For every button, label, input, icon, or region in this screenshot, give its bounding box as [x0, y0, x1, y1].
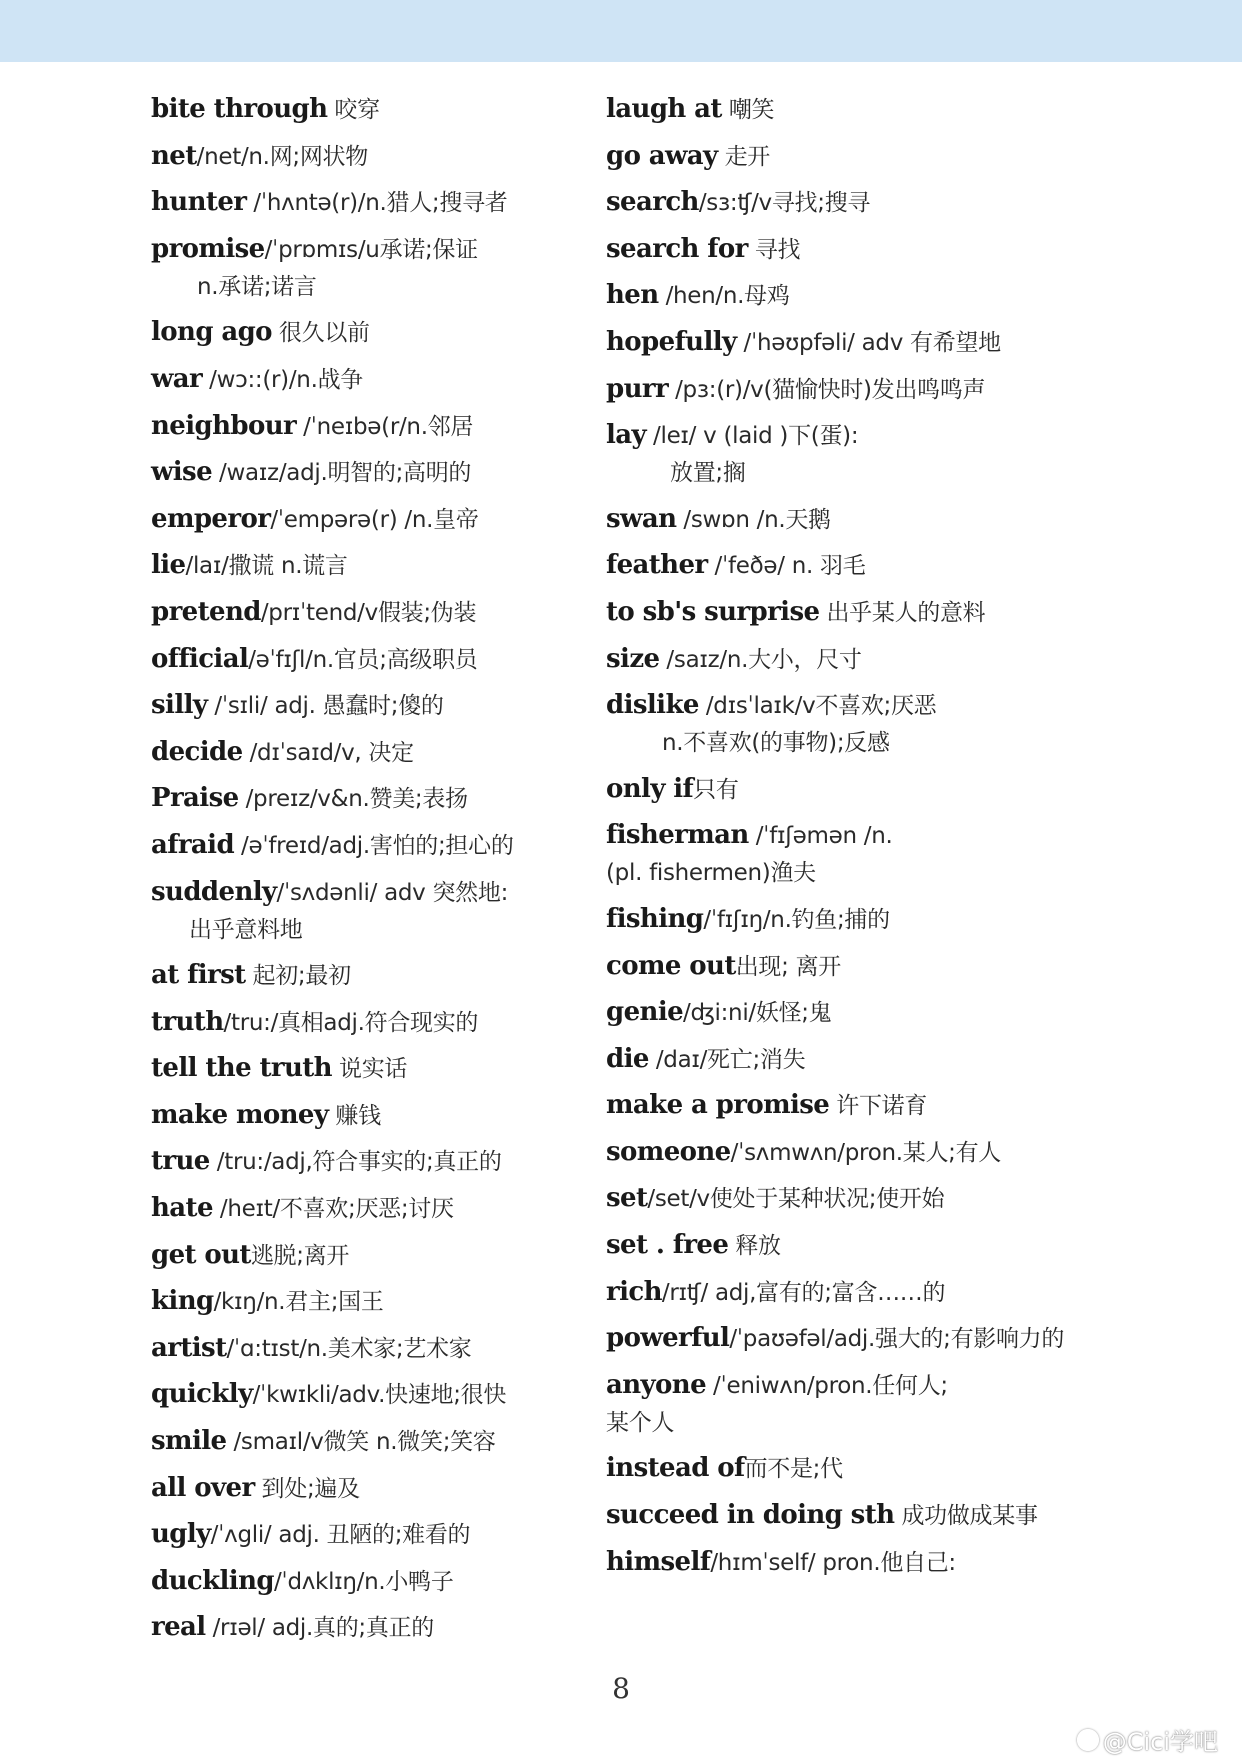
vocab-term: purr — [606, 373, 669, 404]
vocab-entry — [606, 374, 1106, 406]
vocab-definition-continued: n.承诺;诺言 — [197, 273, 317, 300]
vocab-definition: /set/v使处于某种状况;使开始 — [647, 1186, 945, 1213]
vocab-entry — [606, 420, 1106, 489]
vocab-entry — [606, 1453, 1106, 1485]
vocab-term: die — [606, 1043, 649, 1074]
vocab-term: wise — [151, 457, 213, 488]
vocab-entry — [151, 690, 591, 722]
vocab-column-right — [606, 94, 1106, 1593]
vocab-term: go away — [606, 140, 718, 171]
vocab-term: smile — [151, 1426, 227, 1457]
vocab-definition: /hɪmˈself/ pron.他自己: — [710, 1549, 956, 1576]
vocab-entry — [151, 550, 591, 582]
vocab-definition: /əˈfreɪd/adj.害怕的;担心的 — [234, 832, 514, 859]
vocab-definition: /ˈɑ:tɪst/n.美术家;艺术家 — [226, 1335, 472, 1362]
vocab-term: war — [151, 363, 203, 394]
vocab-entry — [606, 1183, 1106, 1215]
vocab-entry — [606, 327, 1106, 359]
vocab-term: himself — [606, 1546, 711, 1577]
vocab-definition: /ˈfɪʃəmən /n. — [748, 823, 893, 850]
vocab-definition: /ˈpaʊəfəl/adj.强大的;有影响力的 — [729, 1326, 1065, 1353]
vocab-entry — [606, 550, 1106, 582]
vocab-term: rich — [606, 1276, 662, 1307]
vocab-term: fishing — [606, 903, 704, 934]
vocab-entry — [151, 1519, 591, 1551]
vocab-definition: 释放 — [728, 1233, 781, 1260]
vocab-entry — [151, 141, 591, 173]
vocab-term: lay — [606, 420, 647, 451]
vocab-entry — [606, 504, 1106, 536]
vocab-definition: 成功做成某事 — [894, 1503, 1038, 1530]
vocab-definition: /sɜ:ʧ/v寻找;搜寻 — [698, 190, 871, 217]
vocab-term: decide — [151, 736, 243, 767]
vocab-entry — [606, 94, 1106, 126]
vocab-definition: /ˈfeðə/ n. 羽毛 — [707, 553, 866, 580]
vocab-entry — [151, 411, 591, 443]
vocab-term: artist — [151, 1332, 227, 1363]
vocab-definition: /saɪz/n.大小，尺寸 — [659, 646, 862, 673]
vocab-definition-continued: n.不喜欢(的事物);反感 — [662, 730, 890, 757]
vocab-entry — [151, 597, 591, 629]
vocab-definition: 很久以前 — [271, 320, 370, 347]
vocab-term: tell the truth — [151, 1053, 332, 1084]
vocab-term: genie — [606, 997, 684, 1028]
vocab-definition: /pɜ:(r)/v(猫愉快时)发出鸣鸣声 — [668, 376, 986, 403]
watermark-logo-icon — [1077, 1729, 1099, 1751]
vocab-term: fisherman — [606, 820, 749, 851]
vocab-entry — [151, 1612, 591, 1644]
vocab-entry — [606, 1323, 1106, 1355]
vocab-definition: 嘲笑 — [721, 97, 775, 123]
vocab-entry — [151, 187, 591, 219]
vocab-definition: 出乎某人的意料 — [819, 599, 986, 626]
vocab-entry — [606, 234, 1106, 266]
vocab-definition: /leɪ/ v (laid )下(蛋): — [646, 423, 859, 450]
vocab-entry — [151, 1333, 591, 1365]
vocab-entry — [606, 1547, 1106, 1579]
vocab-entry — [151, 1007, 591, 1039]
vocab-definition: /ˈprɒmɪs/u承诺;保证 — [264, 236, 478, 263]
vocab-definition: /ˈsʌmwʌn/pron.某人;有人 — [730, 1139, 1002, 1166]
vocab-definition: /net/n.网;网状物 — [196, 143, 368, 170]
vocab-entry — [151, 877, 591, 946]
vocab-definition: /ˈsʌdənli/ adv 突然地: — [276, 879, 509, 906]
vocab-entry — [151, 94, 591, 126]
vocab-definition: /waɪz/adj.明智的;高明的 — [212, 460, 472, 487]
vocab-term: official — [151, 643, 249, 674]
vocab-term: someone — [606, 1136, 731, 1167]
vocab-definition-continued: 放置;搁 — [670, 460, 746, 487]
vocab-definition: /laɪ/撒谎 n.谎言 — [185, 553, 348, 580]
vocab-term: succeed in doing sth — [606, 1500, 895, 1531]
vocab-term: hen — [606, 280, 659, 311]
vocab-definition: /smaɪl/v微笑 n.微笑;笑容 — [226, 1429, 496, 1456]
vocab-term: only if — [606, 773, 694, 804]
vocab-entry — [606, 904, 1106, 936]
vocab-entry — [606, 1230, 1106, 1262]
vocab-definition: 而不是;代 — [744, 1456, 843, 1483]
vocab-definition: /ˈʌgli/ adj. 丑陋的;难看的 — [210, 1522, 471, 1549]
vocab-term: get out — [151, 1239, 251, 1270]
vocab-entry — [151, 1240, 591, 1272]
vocab-definition: /kɪŋ/n.君主;国王 — [213, 1289, 384, 1316]
vocab-definition: 只有 — [693, 776, 739, 803]
vocab-term: afraid — [151, 829, 235, 860]
vocab-entry — [606, 951, 1106, 983]
vocab-definition-continued: (pl. fishermen)渔夫 — [606, 860, 816, 887]
vocab-definition: /ˈhʌntə(r)/n.猎人;搜寻者 — [246, 190, 508, 217]
vocab-definition: /dɪˈsaɪd/v, 决定 — [242, 739, 414, 766]
vocab-entry — [606, 141, 1106, 173]
vocab-definition: 起初;最初 — [245, 963, 351, 990]
vocab-definition: /prɪˈtend/v假装;伪装 — [260, 599, 477, 626]
vocab-term: at first — [151, 960, 246, 991]
vocab-entry — [151, 1146, 591, 1178]
vocab-term: hopefully — [606, 326, 737, 357]
vocab-entry — [151, 783, 591, 815]
vocab-definition: /ˈneɪbə(r/n.邻居 — [296, 413, 474, 440]
vocab-entry — [151, 1566, 591, 1598]
vocab-definition: /əˈfɪʃl/n.官员;高级职员 — [248, 646, 478, 673]
vocab-entry — [151, 364, 591, 396]
vocab-term: pretend — [151, 596, 261, 627]
vocab-term: make a promise — [606, 1090, 830, 1121]
vocab-column-left — [151, 94, 591, 1659]
vocab-definition: 寻找 — [747, 236, 801, 263]
vocab-term: search — [606, 187, 699, 218]
vocab-term: real — [151, 1612, 206, 1643]
vocab-definition: /rɪʧ/ adj,富有的;富含……的 — [661, 1279, 946, 1306]
vocab-definition: /hen/n.母鸡 — [658, 283, 790, 310]
vocab-definition: /heɪt/不喜欢;厌恶;讨厌 — [212, 1196, 454, 1223]
vocab-definition: /wɔ::(r)/n.战争 — [202, 366, 363, 393]
watermark — [1077, 1722, 1218, 1757]
vocab-entry — [151, 1473, 591, 1505]
vocab-term: emperor — [151, 503, 271, 534]
vocab-term: feather — [606, 550, 708, 581]
vocab-entry — [151, 644, 591, 676]
vocab-term: anyone — [606, 1369, 707, 1400]
vocab-entry — [151, 830, 591, 862]
vocab-entry — [151, 1053, 591, 1085]
vocab-term: truth — [151, 1006, 224, 1037]
vocab-definition: /dɪsˈlaɪk/v不喜欢;厌恶 — [698, 693, 937, 720]
vocab-definition: 赚钱 — [328, 1102, 381, 1129]
vocab-entry — [151, 1379, 591, 1411]
vocab-definition: /ˈkwɪkli/adv.快速地;很快 — [252, 1382, 507, 1409]
vocab-definition: /ˈdʌklɪŋ/n.小鸭子 — [273, 1568, 454, 1595]
vocab-definition: /ˈhəʊpfəli/ adv 有希望地 — [736, 329, 1001, 356]
vocab-entry — [606, 644, 1106, 676]
vocab-entry — [151, 1286, 591, 1318]
vocab-entry — [151, 737, 591, 769]
vocab-definition: 到处;遍及 — [254, 1475, 360, 1502]
vocab-definition: 走开 — [717, 143, 770, 170]
vocab-entry — [606, 820, 1106, 889]
vocab-definition: /tru:/adj,符合事实的;真正的 — [209, 1149, 502, 1176]
vocab-term: net — [151, 140, 197, 171]
page-number: 8 — [612, 1672, 630, 1705]
vocab-term: swan — [606, 503, 677, 534]
vocab-definition: /daɪ/死亡;消失 — [648, 1046, 806, 1073]
vocab-definition: 说实话 — [332, 1056, 408, 1083]
watermark-text: @Cici学吧 — [1102, 1728, 1218, 1756]
vocab-term: powerful — [606, 1323, 730, 1354]
vocab-definition-continued: 某个人 — [606, 1409, 675, 1436]
vocab-definition: /ˈfɪʃɪŋ/n.钓鱼;捕的 — [703, 906, 890, 933]
vocab-term: make money — [151, 1099, 329, 1130]
vocab-term: come out — [606, 950, 736, 981]
vocab-term: hate — [151, 1193, 213, 1224]
vocab-term: set — [606, 1183, 648, 1214]
vocab-term: laugh at — [606, 94, 722, 124]
vocab-entry — [151, 234, 591, 303]
vocab-term: search for — [606, 233, 748, 264]
vocab-term: duckling — [151, 1565, 274, 1596]
vocab-definition: 逃脱;离开 — [250, 1242, 350, 1269]
vocab-definition: /rɪəl/ adj.真的;真正的 — [205, 1615, 434, 1642]
vocab-term: promise — [151, 233, 265, 264]
vocab-term: king — [151, 1286, 214, 1317]
vocab-term: all over — [151, 1472, 255, 1503]
vocab-entry — [606, 1090, 1106, 1122]
vocab-term: hunter — [151, 187, 247, 218]
vocab-entry — [606, 1044, 1106, 1076]
vocab-term: Praise — [151, 783, 239, 814]
vocab-definition: 许下诺育 — [829, 1093, 928, 1120]
vocab-entry — [606, 774, 1106, 806]
header-band — [0, 0, 1242, 62]
vocab-entry — [151, 960, 591, 992]
vocab-definition: /tru:/真相adj.符合现实的 — [223, 1009, 479, 1036]
vocab-entry — [606, 280, 1106, 312]
vocab-term: long ago — [151, 317, 272, 348]
vocab-definition: /ʤi:ni/妖怪;鬼 — [683, 1000, 832, 1027]
vocab-entry — [606, 1277, 1106, 1309]
vocab-definition: 咬穿 — [327, 97, 380, 123]
vocab-entry — [151, 457, 591, 489]
vocab-entry — [606, 690, 1106, 759]
vocab-term: quickly — [151, 1379, 253, 1410]
vocab-definition: /preɪz/v&n.赞美;表扬 — [238, 786, 468, 813]
vocab-term: to sb's surprise — [606, 596, 820, 627]
vocab-definition: /ˈeniwʌn/pron.任何人; — [706, 1372, 948, 1399]
vocab-definition-continued: 出乎意料地 — [189, 916, 303, 943]
vocab-definition: /ˈempərə(r) /n.皇帝 — [270, 506, 479, 533]
vocab-term: set . free — [606, 1230, 729, 1261]
vocab-definition: 出现; 离开 — [735, 953, 841, 980]
vocab-term: bite through — [151, 94, 328, 124]
vocab-term: neighbour — [151, 410, 297, 441]
vocab-entry — [151, 1193, 591, 1225]
vocab-term: size — [606, 643, 660, 674]
vocab-term: lie — [151, 550, 186, 581]
vocab-entry — [606, 1137, 1106, 1169]
vocab-entry — [151, 1100, 591, 1132]
vocab-entry — [606, 597, 1106, 629]
vocab-entry — [151, 1426, 591, 1458]
vocab-entry — [606, 1370, 1106, 1439]
vocab-term: dislike — [606, 690, 699, 721]
vocab-entry — [606, 1500, 1106, 1532]
vocab-entry — [151, 504, 591, 536]
vocab-entry — [151, 317, 591, 349]
vocab-term: suddenly — [151, 876, 277, 907]
vocab-definition: /ˈsɪli/ adj. 愚蠢时;傻的 — [207, 693, 444, 720]
vocab-term: true — [151, 1146, 210, 1177]
vocab-definition: /swɒn /n.天鹅 — [676, 506, 831, 533]
vocab-term: ugly — [151, 1519, 211, 1550]
vocab-term: silly — [151, 690, 208, 721]
vocab-entry — [606, 997, 1106, 1029]
vocab-entry — [606, 187, 1106, 219]
vocab-term: instead of — [606, 1453, 745, 1484]
